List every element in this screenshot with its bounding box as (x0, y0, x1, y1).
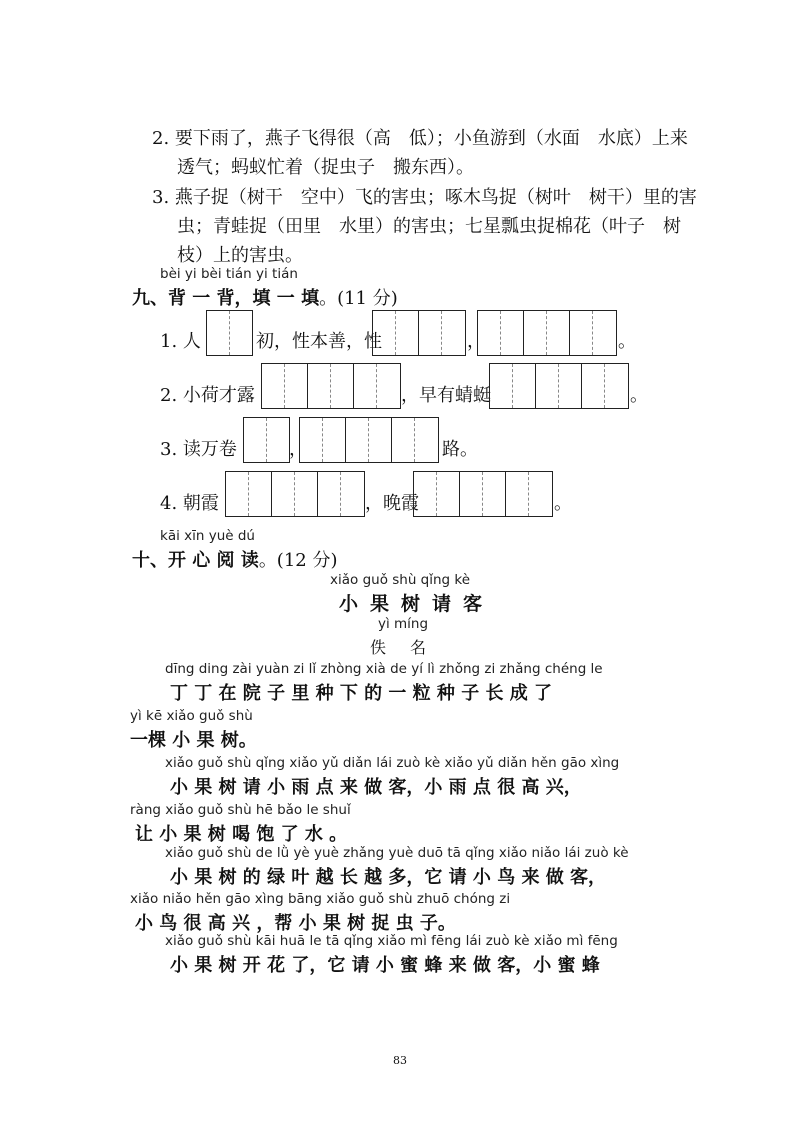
question-2-line2: 透气；蚂蚁忙着（捉虫子 搬东西）。 (177, 157, 474, 178)
fill-line-2-end: 。 (630, 385, 648, 406)
story-line-3-text: 小 果 树 请 小 雨 点 来 做 客，小 雨 点 很 高 兴， (170, 777, 582, 798)
story-line-6-text: 小 鸟 很 高 兴 ，帮 小 果 树 捉 虫 子。 (135, 913, 456, 934)
question-3-line1: 3. 燕子捉（树干 空中）飞的害虫；啄木鸟捉（树叶 树干）里的害 (152, 187, 697, 208)
story-line-7-text: 小 果 树 开 花 了，它 请 小 蜜 蜂 来 做 客，小 蜜 蜂 (170, 955, 600, 976)
fill-line-1-mid: 初，性本善，性 (256, 331, 382, 352)
story-line-3-pinyin: xiǎo guǒ shù qǐng xiǎo yǔ diǎn lái zuò kè xiǎo yǔ diǎn hěn gāo xìng (165, 755, 620, 771)
story-title-pinyin: xiǎo guǒ shù qǐng kè (330, 572, 471, 588)
story-author: 佚名 (370, 638, 451, 657)
story-line-5-pinyin: xiǎo guǒ shù de lǜ yè yuè zhǎng yuè duō tā qǐng xiǎo niǎo lái zuò kè (165, 845, 629, 861)
fill-line-1-sep: ， (467, 331, 485, 352)
story-line-7-pinyin: xiǎo guǒ shù kāi huā le tā qǐng xiǎo mì fēng lái zuò kè xiǎo mì fēng (165, 933, 618, 949)
story-title: 小果树请客 (339, 593, 495, 615)
fill-line-1-prefix: 1. 人 (160, 331, 201, 352)
fill-line-2-prefix: 2. 小荷才露 (160, 385, 255, 406)
section9-score: 。(11 分) (319, 288, 398, 309)
section10-score: 。(12 分) (258, 550, 338, 571)
answer-boxes-2a[interactable] (261, 363, 401, 409)
question-2-line1: 2. 要下雨了，燕子飞得很（高 低）；小鱼游到（水面 水底）上来 (152, 128, 688, 149)
section10-heading-text: 十、开 心 阅 读 (132, 550, 259, 571)
answer-boxes-3a[interactable] (243, 417, 290, 463)
story-line-5-text: 小 果 树 的 绿 叶 越 长 越 多，它 请 小 鸟 来 做 客， (170, 867, 606, 888)
section10-pinyin: kāi xīn yuè dú (160, 528, 255, 544)
fill-line-1-end: 。 (618, 331, 636, 352)
story-line-2-text: 一棵 小 果 树。 (130, 730, 257, 751)
story-author-pinyin: yì míng (378, 616, 429, 632)
story-line-2-pinyin: yì kē xiǎo guǒ shù (130, 708, 253, 724)
story-line-4-pinyin: ràng xiǎo guǒ shù hē bǎo le shuǐ (130, 802, 351, 818)
answer-boxes-4a[interactable] (225, 471, 365, 517)
fill-line-4-prefix: 4. 朝霞 (160, 493, 219, 514)
story-line-4-text: 让 小 果 树 喝 饱 了 水 。 (135, 824, 348, 845)
story-line-1-text: 丁 丁 在 院 子 里 种 下 的 一 粒 种 子 长 成 了 (170, 683, 552, 704)
fill-line-4-end: 。 (554, 493, 572, 514)
answer-boxes-1b[interactable] (372, 310, 466, 356)
answer-boxes-3b[interactable] (299, 417, 439, 463)
fill-line-3-end: 路。 (442, 439, 478, 460)
answer-boxes-1a[interactable] (206, 310, 253, 356)
question-3-line2: 虫；青蛙捉（田里 水里）的害虫；七星瓢虫捉棉花（叶子 树 (177, 216, 681, 237)
answer-boxes-2b[interactable] (489, 363, 629, 409)
question-3-line3: 枝）上的害虫。 (177, 245, 303, 266)
page-number: 83 (393, 1054, 407, 1067)
section9-heading-text: 九、背 一 背，填 一 填 (132, 288, 320, 309)
fill-line-3-prefix: 3. 读万卷 (160, 439, 237, 460)
story-line-6-pinyin: xiǎo niǎo hěn gāo xìng bāng xiǎo guǒ shù zhuō chóng zi (130, 891, 511, 907)
fill-line-2-mid: ，早有蜻蜓 (401, 385, 491, 406)
answer-boxes-4b[interactable] (413, 471, 553, 517)
answer-boxes-1c[interactable] (477, 310, 617, 356)
section9-heading (132, 284, 398, 310)
story-line-1-pinyin: dīng ding zài yuàn zi lǐ zhòng xià de yí lì zhǒng zi zhǎng chéng le (165, 661, 603, 677)
section10-heading (132, 546, 337, 572)
section9-pinyin: bèi yi bèi tián yi tián (160, 266, 298, 282)
fill-line-4-mid: ，晚霞 (365, 493, 419, 514)
fill-line-3-sep: ， (289, 439, 307, 460)
